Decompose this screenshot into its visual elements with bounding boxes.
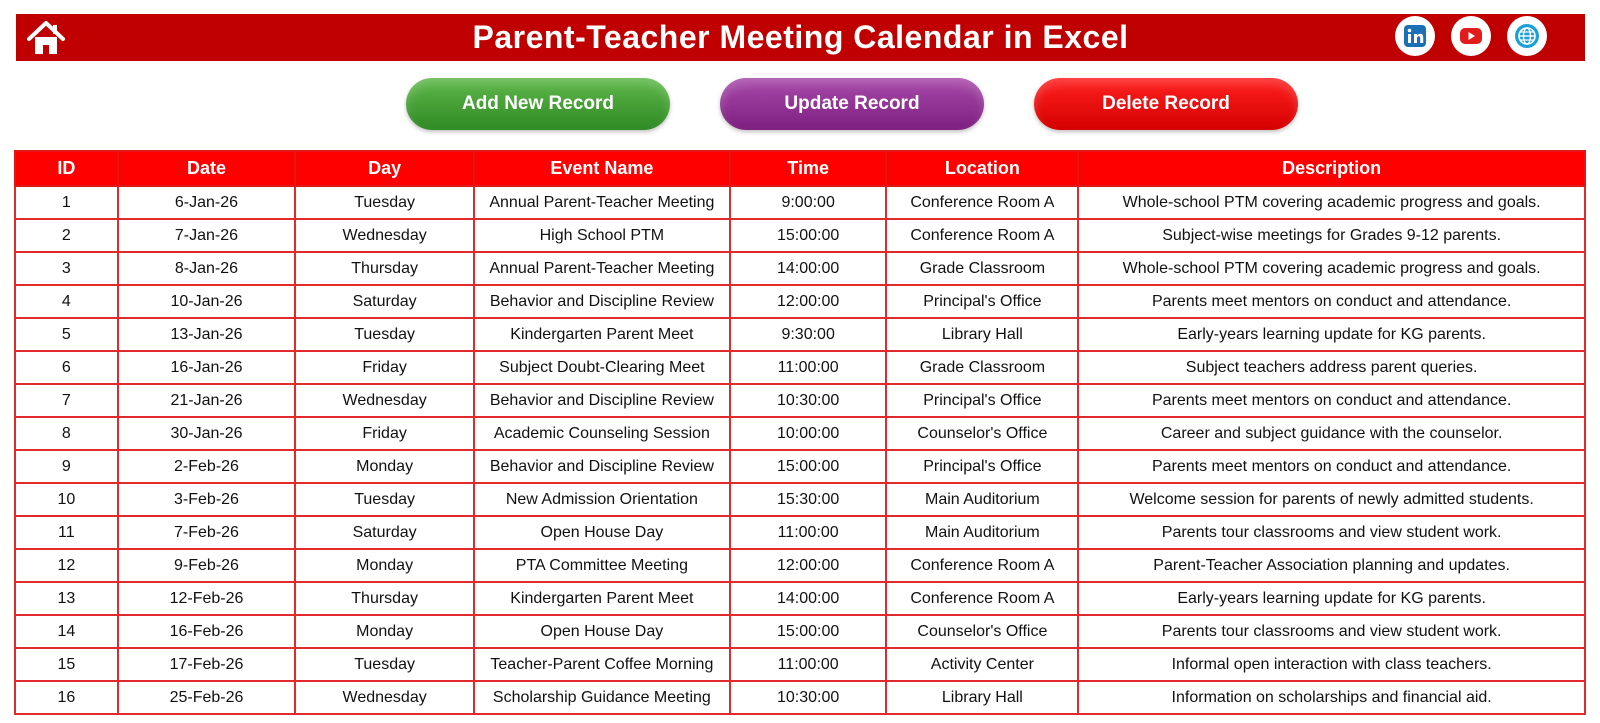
table-row[interactable]	[15, 615, 1585, 648]
cell-time[interactable]: 11:00:00	[730, 516, 887, 549]
cell-time[interactable]: 11:00:00	[730, 648, 887, 681]
cell-time[interactable]: 12:00:00	[730, 549, 887, 582]
cell-event-name[interactable]: New Admission Orientation	[474, 483, 730, 516]
table-row[interactable]	[15, 219, 1585, 252]
cell-location[interactable]: Main Auditorium	[886, 483, 1078, 516]
cell-description[interactable]: Parents meet mentors on conduct and attendance.	[1078, 384, 1585, 417]
table-row[interactable]	[15, 516, 1585, 549]
cell-id[interactable]: 9	[15, 450, 118, 483]
cell-location[interactable]: Conference Room A	[886, 549, 1078, 582]
cell-date[interactable]: 7-Feb-26	[118, 516, 296, 549]
cell-date[interactable]: 3-Feb-26	[118, 483, 296, 516]
column-header-event-name[interactable]: Event Name	[474, 151, 730, 186]
table-row[interactable]	[15, 252, 1585, 285]
cell-day[interactable]: Wednesday	[295, 384, 474, 417]
social-links	[1395, 16, 1547, 56]
cell-date[interactable]: 30-Jan-26	[118, 417, 296, 450]
cell-description[interactable]: Parents meet mentors on conduct and attendance.	[1078, 285, 1585, 318]
cell-description[interactable]: Whole-school PTM covering academic progress and goals.	[1078, 252, 1585, 285]
cell-day[interactable]: Monday	[295, 450, 474, 483]
cell-location[interactable]: Activity Center	[886, 648, 1078, 681]
cell-date[interactable]: 16-Feb-26	[118, 615, 296, 648]
cell-time[interactable]: 15:00:00	[730, 219, 887, 252]
cell-day[interactable]: Tuesday	[295, 186, 474, 219]
cell-id[interactable]: 2	[15, 219, 118, 252]
cell-event-name[interactable]: PTA Committee Meeting	[474, 549, 730, 582]
cell-description[interactable]: Subject teachers address parent queries.	[1078, 351, 1585, 384]
cell-description[interactable]: Career and subject guidance with the counselor.	[1078, 417, 1585, 450]
youtube-icon[interactable]	[1451, 16, 1491, 56]
cell-date[interactable]: 7-Jan-26	[118, 219, 296, 252]
cell-description[interactable]: Information on scholarships and financial aid.	[1078, 681, 1585, 714]
cell-time[interactable]: 15:00:00	[730, 450, 887, 483]
cell-date[interactable]: 12-Feb-26	[118, 582, 296, 615]
table-row[interactable]	[15, 351, 1585, 384]
cell-description[interactable]: Parents meet mentors on conduct and attendance.	[1078, 450, 1585, 483]
update-record-button[interactable]: Update Record	[720, 78, 984, 130]
table-row[interactable]	[15, 681, 1585, 714]
cell-date[interactable]: 16-Jan-26	[118, 351, 296, 384]
column-header-id[interactable]: ID	[15, 151, 118, 186]
cell-time[interactable]: 10:30:00	[730, 384, 887, 417]
cell-location[interactable]: Library Hall	[886, 318, 1078, 351]
cell-description[interactable]: Welcome session for parents of newly admitted students.	[1078, 483, 1585, 516]
cell-event-name[interactable]: Behavior and Discipline Review	[474, 384, 730, 417]
cell-id[interactable]: 7	[15, 384, 118, 417]
cell-location[interactable]: Grade Classroom	[886, 252, 1078, 285]
cell-event-name[interactable]: Academic Counseling Session	[474, 417, 730, 450]
globe-icon[interactable]	[1507, 16, 1547, 56]
cell-date[interactable]: 2-Feb-26	[118, 450, 296, 483]
cell-event-name[interactable]: Behavior and Discipline Review	[474, 285, 730, 318]
title-banner	[16, 14, 1585, 61]
cell-description[interactable]: Parents tour classrooms and view student work.	[1078, 615, 1585, 648]
cell-time[interactable]: 10:30:00	[730, 681, 887, 714]
cell-event-name[interactable]: Kindergarten Parent Meet	[474, 318, 730, 351]
linkedin-icon[interactable]	[1395, 16, 1435, 56]
cell-id[interactable]: 8	[15, 417, 118, 450]
cell-id[interactable]: 10	[15, 483, 118, 516]
cell-time[interactable]: 10:00:00	[730, 417, 887, 450]
cell-day[interactable]: Tuesday	[295, 648, 474, 681]
cell-id[interactable]: 3	[15, 252, 118, 285]
cell-time[interactable]: 11:00:00	[730, 351, 887, 384]
cell-location[interactable]: Conference Room A	[886, 219, 1078, 252]
cell-day[interactable]: Wednesday	[295, 681, 474, 714]
cell-id[interactable]: 13	[15, 582, 118, 615]
cell-id[interactable]: 6	[15, 351, 118, 384]
cell-date[interactable]: 17-Feb-26	[118, 648, 296, 681]
cell-day[interactable]: Thursday	[295, 582, 474, 615]
cell-description[interactable]: Parents tour classrooms and view student work.	[1078, 516, 1585, 549]
cell-event-name[interactable]: Annual Parent-Teacher Meeting	[474, 186, 730, 219]
cell-day[interactable]: Tuesday	[295, 318, 474, 351]
table-row[interactable]	[15, 417, 1585, 450]
table-row[interactable]	[15, 483, 1585, 516]
cell-event-name[interactable]: Annual Parent-Teacher Meeting	[474, 252, 730, 285]
table-row[interactable]	[15, 582, 1585, 615]
cell-event-name[interactable]: Subject Doubt-Clearing Meet	[474, 351, 730, 384]
cell-event-name[interactable]: Open House Day	[474, 516, 730, 549]
column-header-day[interactable]: Day	[295, 151, 474, 186]
home-icon[interactable]	[26, 18, 66, 58]
column-header-location[interactable]: Location	[886, 151, 1078, 186]
cell-id[interactable]: 5	[15, 318, 118, 351]
cell-time[interactable]: 9:00:00	[730, 186, 887, 219]
cell-date[interactable]: 25-Feb-26	[118, 681, 296, 714]
cell-time[interactable]: 14:00:00	[730, 582, 887, 615]
cell-description[interactable]: Informal open interaction with class teachers.	[1078, 648, 1585, 681]
cell-id[interactable]: 11	[15, 516, 118, 549]
cell-time[interactable]: 12:00:00	[730, 285, 887, 318]
meeting-table	[14, 150, 1586, 715]
cell-day[interactable]: Wednesday	[295, 219, 474, 252]
table-row[interactable]	[15, 285, 1585, 318]
cell-date[interactable]: 9-Feb-26	[118, 549, 296, 582]
cell-description[interactable]: Early-years learning update for KG parents.	[1078, 582, 1585, 615]
table-body	[15, 186, 1585, 714]
cell-event-name[interactable]: High School PTM	[474, 219, 730, 252]
cell-location[interactable]: Library Hall	[886, 681, 1078, 714]
delete-record-button[interactable]: Delete Record	[1034, 78, 1298, 130]
cell-day[interactable]: Saturday	[295, 516, 474, 549]
cell-date[interactable]: 21-Jan-26	[118, 384, 296, 417]
cell-description[interactable]: Subject-wise meetings for Grades 9-12 parents.	[1078, 219, 1585, 252]
cell-location[interactable]: Principal's Office	[886, 450, 1078, 483]
column-header-description[interactable]: Description	[1078, 151, 1585, 186]
table-row[interactable]	[15, 648, 1585, 681]
cell-event-name[interactable]: Open House Day	[474, 615, 730, 648]
cell-location[interactable]: Grade Classroom	[886, 351, 1078, 384]
cell-location[interactable]: Counselor's Office	[886, 417, 1078, 450]
column-header-time[interactable]: Time	[730, 151, 887, 186]
cell-id[interactable]: 16	[15, 681, 118, 714]
cell-location[interactable]: Principal's Office	[886, 285, 1078, 318]
cell-location[interactable]: Counselor's Office	[886, 615, 1078, 648]
cell-date[interactable]: 6-Jan-26	[118, 186, 296, 219]
cell-description[interactable]: Whole-school PTM covering academic progress and goals.	[1078, 186, 1585, 219]
add-new-record-button[interactable]: Add New Record	[406, 78, 670, 130]
cell-day[interactable]: Monday	[295, 615, 474, 648]
table-row[interactable]	[15, 186, 1585, 219]
cell-day[interactable]: Saturday	[295, 285, 474, 318]
cell-time[interactable]: 9:30:00	[730, 318, 887, 351]
cell-id[interactable]: 15	[15, 648, 118, 681]
cell-day[interactable]: Friday	[295, 417, 474, 450]
cell-description[interactable]: Parent-Teacher Association planning and updates.	[1078, 549, 1585, 582]
table-row[interactable]	[15, 318, 1585, 351]
cell-day[interactable]: Tuesday	[295, 483, 474, 516]
cell-time[interactable]: 14:00:00	[730, 252, 887, 285]
cell-day[interactable]: Friday	[295, 351, 474, 384]
cell-id[interactable]: 12	[15, 549, 118, 582]
cell-event-name[interactable]: Kindergarten Parent Meet	[474, 582, 730, 615]
table-row[interactable]	[15, 384, 1585, 417]
table-row[interactable]	[15, 450, 1585, 483]
cell-date[interactable]: 8-Jan-26	[118, 252, 296, 285]
cell-location[interactable]: Main Auditorium	[886, 516, 1078, 549]
cell-description[interactable]: Early-years learning update for KG parents.	[1078, 318, 1585, 351]
cell-event-name[interactable]: Behavior and Discipline Review	[474, 450, 730, 483]
cell-date[interactable]: 10-Jan-26	[118, 285, 296, 318]
cell-location[interactable]: Conference Room A	[886, 582, 1078, 615]
page-title: Parent-Teacher Meeting Calendar in Excel	[472, 19, 1129, 55]
cell-location[interactable]: Principal's Office	[886, 384, 1078, 417]
cell-event-name[interactable]: Scholarship Guidance Meeting	[474, 681, 730, 714]
cell-id[interactable]: 4	[15, 285, 118, 318]
cell-event-name[interactable]: Teacher-Parent Coffee Morning	[474, 648, 730, 681]
cell-time[interactable]: 15:00:00	[730, 615, 887, 648]
cell-time[interactable]: 15:30:00	[730, 483, 887, 516]
cell-date[interactable]: 13-Jan-26	[118, 318, 296, 351]
table-header-row	[15, 151, 1585, 186]
cell-id[interactable]: 14	[15, 615, 118, 648]
cell-location[interactable]: Conference Room A	[886, 186, 1078, 219]
table-row[interactable]	[15, 549, 1585, 582]
cell-id[interactable]: 1	[15, 186, 118, 219]
column-header-date[interactable]: Date	[118, 151, 296, 186]
cell-day[interactable]: Monday	[295, 549, 474, 582]
cell-day[interactable]: Thursday	[295, 252, 474, 285]
